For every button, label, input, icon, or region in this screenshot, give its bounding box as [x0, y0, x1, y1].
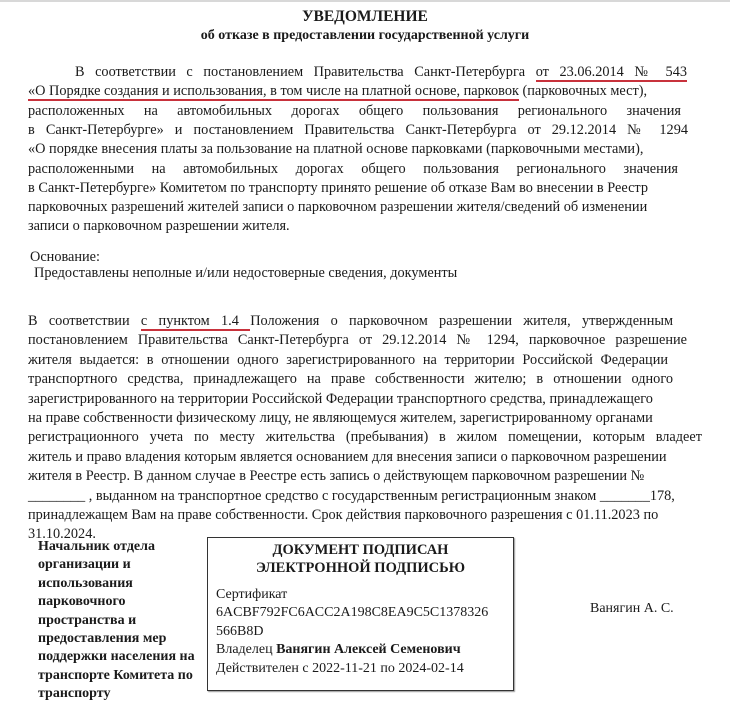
text-line — [28, 448, 667, 467]
cert-number: 6ACBF792FC6ACC2A198C8EA9C5C1378326 — [216, 605, 489, 621]
text-line — [28, 428, 702, 447]
cert-label: Сертификат — [216, 587, 288, 602]
text-segment: ________ , выданном на транспортное средство с государственным регистрационным знаком _______178, — [28, 487, 675, 504]
text-segment: парковочных разрешений жителей записи о парковочном разрешении жителя/сведений об изменении — [28, 199, 648, 216]
text-segment: В соответствии с постановлением Правительства Санкт-Петербурга — [75, 64, 536, 80]
position-line: Начальник отдела — [38, 539, 155, 554]
owner-label: Владелец — [216, 642, 277, 658]
electronic-signature-stamp — [207, 537, 514, 691]
text-line — [28, 82, 647, 101]
text-segment: транспортного средства, принадлежащего на праве собственности жителю; в отношении одного — [28, 371, 673, 388]
cert-number-cont: 566B8D — [216, 623, 264, 639]
text-segment: записи о парковочном разрешении жителя. — [28, 218, 290, 235]
text-segment: 31.10.2024. — [28, 526, 96, 543]
text-segment: расположенных на автомобильных дорогах общего пользования регионального значения — [28, 102, 681, 119]
validity: Действителен с 2022-11-21 по 2024-02-14 — [216, 660, 464, 676]
text-segment: Положения о парковочном разрешении жителя, утвержденным — [250, 313, 673, 329]
text-line — [28, 351, 668, 370]
stamp-title-line2: ЭЛЕКТРОННОЙ ПОДПИСЬЮ — [255, 560, 466, 576]
text-line — [28, 506, 658, 525]
signer-position — [38, 538, 208, 704]
signer-name: Ванягин А. С. — [590, 601, 674, 616]
text-segment: В соответствии — [28, 313, 141, 329]
text-line — [75, 63, 687, 82]
text-line — [28, 331, 687, 350]
text-line — [28, 409, 653, 428]
basis-label: Основание: — [30, 249, 100, 265]
text-segment: в Санкт-Петербурге» и постановлением Правительства Санкт-Петербурга от 29.12.2014 № 1294 — [28, 121, 688, 138]
text-line — [28, 390, 653, 409]
text-line — [28, 487, 675, 506]
text-segment: житель и право владения которым является основанием для внесения записи о парковочном разрешении — [28, 448, 667, 465]
position-line: предоставления мер — [38, 631, 167, 647]
text-line — [28, 312, 673, 331]
text-segment: «О порядке внесения платы за пользование на платной основе парковками (парковочными местами), — [28, 141, 644, 158]
text-segment: регистрационного учета по месту жительства (пребывания) в жилом помещении, которым владеет — [28, 429, 702, 446]
underlined-reference: от 23.06.2014 № 543 — [535, 64, 687, 80]
text-line — [28, 370, 673, 389]
text-line — [28, 179, 648, 198]
text-line — [28, 217, 290, 236]
owner-name: Ванягин Алексей Семенович — [276, 642, 461, 658]
text-segment: в Санкт-Петербурге» Комитетом по транспорту принято решение об отказе Вам во внесении в Реестр — [28, 179, 648, 196]
underlined-reference: «О Порядке создания и использования, в том числе на платной основе, парковок — [28, 83, 519, 100]
text-segment: жителя в Реестр. В данном случае в Реестре есть запись о действующем парковочном разрешении № — [28, 468, 645, 485]
text-segment: на праве собственности физическому лицу, не являющемуся жителем, зарегистрированному органами — [28, 410, 653, 426]
owner — [216, 641, 488, 659]
document-title: УВЕДОМЛЕНИЕ — [302, 8, 428, 25]
text-segment: зарегистрированного на территории Российской Федерации транспортного средства, принадлежащего — [28, 390, 653, 407]
text-line — [28, 160, 678, 179]
stamp-title — [208, 541, 513, 577]
text-segment: (парковочных мест), — [518, 83, 648, 100]
text-line — [28, 140, 643, 159]
text-line — [28, 467, 644, 486]
document-subtitle: об отказе в предоставлении государственной услуги — [200, 28, 530, 43]
basis-text: Предоставлены неполные и/или недостоверные сведения, документы — [34, 265, 458, 281]
top-border — [0, 0, 730, 2]
position-line: пространства и — [38, 612, 137, 628]
text-line — [28, 102, 681, 121]
text-segment: жителя выдается: в отношении одного зарегистрированного на территории Российской Федерации — [28, 351, 668, 368]
position-line: организации и — [38, 557, 131, 573]
position-line: использования — [38, 575, 133, 591]
text-segment: расположенными на автомобильных дорогах общего пользования регионального значения — [28, 160, 678, 177]
position-line: парковочного — [38, 594, 126, 610]
text-segment: принадлежащем Вам на праве собственности. Срок действия парковочного разрешения с 01.11.2023 по — [28, 507, 659, 523]
text-segment: постановлением Правительства Санкт-Петербурга от 29.12.2014 № 1294, парковочное разрешение — [28, 332, 687, 349]
position-line: транспорту — [38, 686, 111, 702]
text-line — [28, 198, 647, 217]
text-line — [28, 121, 688, 140]
underlined-reference: с пунктом 1.4 — [140, 313, 251, 329]
position-line: транспорте Комитета по — [38, 667, 193, 683]
position-line: поддержки населения на — [38, 649, 195, 665]
stamp-title-line1: ДОКУМЕНТ ПОДПИСАН — [272, 542, 449, 558]
